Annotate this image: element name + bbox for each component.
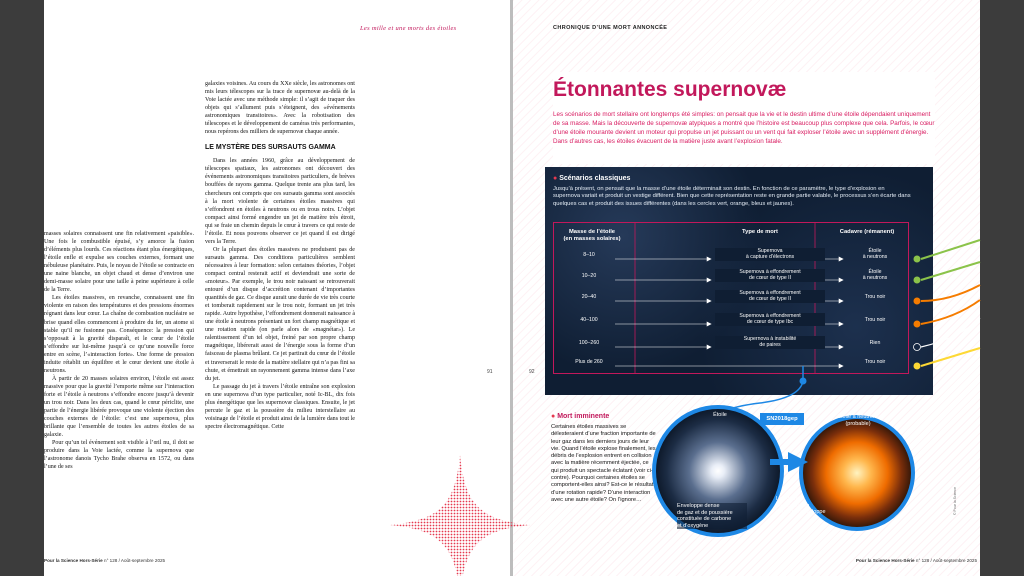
row-remnant: Rien: [869, 340, 881, 346]
intro-text: Les scénarios de mort stellaire ont longtemps été simples: on pensait que la vie et le destin ultime d’une étoile dépendaient uniquement de sa masse. Mais la découverte de supernovæ atypiques a montré que l’histoire est beaucoup plus complexe que cela. Parfois, le cœur d’une étoile mourante devient un moteur qui propulse un jet puissant ou un vent qui fait exploser l’étoile avec un supplément d’énergie. Dans d’autres cas, les étoiles évacuent de la matière juste avant l’explosion fatale.: [553, 111, 935, 145]
page-number-right: 92: [529, 369, 535, 375]
image-credit: © Pour la Science: [953, 486, 957, 515]
header-type: Type de mort: [742, 229, 778, 235]
footer-publication: Pour la Science Hors-Série: [855, 558, 915, 563]
paragraph: masses solaires connaissent une fin relativement «paisible». Une fois le combustible épuisé, s’y amorce la fusion d’éléments plus lourds. Ces réactions étant plus énergétiques, l’étoile enfle et expulse ses couches externes, formant une nébuleuse planétaire. Puis, le noyau de l’étoile se contracte en une naine blanche, un objet chaud et dense d’environ une demi-masse solaire pour une taille à peine supérieure à celle de la Terre.: [44, 231, 194, 294]
imminent-title: Mort imminente: [557, 413, 610, 420]
row-mass: Plus de 260: [575, 359, 603, 365]
paragraph: Pour qu’un tel événement soit visible à l’œil nu, il doit se produire dans la Voie lactée, comme la supernova que l’astronome danois Tycho Brahe observa en 1572, ou dans l’une de ses: [44, 440, 194, 471]
paragraph: Le passage du jet à travers l’étoile entraîne son explosion en une supernova d’un type particulier, noté Ic-BL, dix fois plus énergétique que les supernovæ classiques. Ensuite, le jet percute le gaz et la poussière du milieu interstellaire au voisinage de l’étoile et produit ainsi de la lumière dans tout le spectre électromagnétique. Cette: [205, 383, 355, 430]
imminent-text: Certaines étoiles massives se délesteraient d’une fraction importante de leur gaz dans les derniers jours de leur vie. Quand l’étoile explose finalement, les débris de l’explosion entrent en collision avec la matière récemment éjectée, ce qui produit un spectacle éclatant (voir ci-contre). Pourquoi certaines étoiles se comportent-elles ainsi? Est-ce le résultat d’une rotation rapide? D’une interaction avec une autre étoile? On l’ignore…: [551, 424, 656, 503]
footer-issue: n° 128 / Août-septembre 2025: [104, 558, 166, 563]
row-death-type: Supernova à effondrement de cœur de type Ibc: [715, 313, 825, 326]
star-label: Étoile: [713, 412, 727, 418]
paragraph: À partir de 20 masses solaires environ, l’étoile est assez massive pour que la gravité l’emporte même sur l’interaction forte et l’étoile à neutrons s’effondre encore jusqu’à devenir un trou noir. Dans les deux cas, quand le cœur périclite, une partie de l’énergie libérée provoque une violente éjection des couches externes de l’étoile: c’est une supernova, plus brillante que l’ensemble de toutes les autres étoiles de sa galaxie.: [44, 375, 194, 439]
header-mass-label: Masse de l’étoile (en masses solaires): [563, 229, 621, 242]
page-title: Étonnantes supernovæ: [553, 78, 787, 101]
footer-publication: Pour la Science Hors-Série: [44, 558, 103, 563]
page-number-left: 91: [487, 369, 493, 375]
paragraph: galaxies voisines. Au cours du XXe siècle, les astronomes ont mis leurs télescopes sur la trace de supernovæ au-delà de la Voie lactée avec une méthode simple: il s’agit de traquer des objets qui s’allument puis s’éteignent, des «événements astronomiques transitoires». Avec la robotisation des télescopes et le développement de caméras très performantes, nous repérons des milliers de supernovæ chaque année.: [205, 81, 355, 136]
row-death-type: Supernova à capture d’électrons: [715, 248, 825, 261]
row-remnant: Trou noir: [864, 359, 886, 365]
running-head-left: Les mille et une morts des étoiles: [360, 25, 457, 32]
scenarios-text: Jusqu’à présent, on pensait que la masse d’une étoile déterminait son destin. En fonction de ce paramètre, le type d’explosion en supernova variait et produit un vestige différent. Bien que cette représentation reste en grande partie valable, le processus s’en écarte dans quelques cas et produit des issues différentes (dans les cercles vert, orange, bleus et jaunes).: [553, 186, 911, 207]
row-death-type: Supernova à instabilité de paires: [715, 336, 825, 349]
debris-callout: Les débris de l’explosion heurtent l’enveloppe: [776, 496, 826, 516]
row-death-type: Supernova à effondrement de cœur de type II: [715, 269, 825, 282]
paragraph: Les étoiles massives, en revanche, connaissent une fin violente en raison des températures et des pressions énormes régnant dans leur cœur. La chaîne de combustion nucléaire se brise quand elles commencent à produire du fer, un atome si stable qu’il ne fusionne pas. Conséquence: la pression qui s’opposait à la gravité disparaît, et le cœur de l’étoile s’effondre sur lui-même jusqu’à ce qu’une nouvelle force entre en scène, l’«interaction forte». Une forme de pression induite rétablit un équilibre et le cœur devient une étoile à neutrons.: [44, 295, 194, 374]
bullet-icon: ●: [551, 413, 558, 420]
row-death-type: Supernova à effondrement de cœur de type II: [715, 290, 825, 303]
scenarios-title: Scénarios classiques: [559, 175, 631, 182]
paragraph: Or la plupart des étoiles massives ne produisent pas de sursauts gamma. Des conditions particulières semblent nécessaires à leur formation: selon certaines théories, l’objet compact central resterait actif et deviendrait une sorte de «moteur». Par exemple, le trou noir naissant se retrouverait entouré d’un disque d’accrétion contenant d’importantes quantités de gaz. Ce disque aurait une durée de vie très courte et tomberait rapidement sur le trou noir, formant un jet très rapide. Autre hypothèse, l’effondrement donnerait naissance à une étoile à neutrons présentant un fort champ magnétique et une rotation rapide (on parle alors de «magnétar»). Le ralentissement d’un tel objet, freiné par son propre champ magnétique, libérerait aussi de l’énergie sous la forme d’un faisceau de plasma brûlant. Ce jet partirait du cœur de l’étoile et traverserait le reste de la matière stellaire qui n’a pas fini sa chute, et émettrait un rayonnement gamma intense dans l’axe du jet.: [205, 246, 355, 382]
row-remnant: Trou noir: [864, 294, 886, 300]
row-remnant: Étoile à neutrons: [862, 248, 888, 261]
neutron-star-label: Étoile à neutrons (probable): [837, 414, 879, 427]
running-head-right: CHRONIQUE D’UNE MORT ANNONCÉE: [553, 25, 668, 31]
paragraph: Dans les années 1960, grâce au développement de télescopes spatiaux, les astronomes ont découvert des événements astronomiques transitoires particuliers, de brèves bouffées de rayons gamma. Quelque trente ans plus tard, les chercheurs ont compris que ces sursauts gamma sont associés à la mort violente de certaines étoiles massives qui s’effondrent en étoiles à neutrons ou en trous noirs. L’objet compact ainsi formé engendre un jet de matière très étroit, qui se fraie un chemin depuis le cœur à travers ce qui reste de l’étoile. Et nous pouvons observer ce jet quand il est dirigé vers la Terre.: [205, 158, 355, 245]
row-mass: 8–10: [583, 252, 595, 258]
envelope-callout: Enveloppe dense de gaz et de poussière constituée de carbone et d’oxygène: [677, 503, 747, 529]
row-mass: 10–20: [581, 273, 597, 279]
section-heading: LE MYSTÈRE DES SURSAUTS GAMMA: [205, 144, 336, 152]
row-remnant: Trou noir: [864, 317, 886, 323]
row-remnant: Étoile à neutrons: [862, 269, 888, 282]
footer-issue: n° 128 / Août-septembre 2025: [915, 558, 977, 563]
sn-name-badge: SN2018gep: [760, 413, 804, 425]
bullet-icon: ●: [553, 175, 560, 182]
row-mass: 100–260: [578, 340, 600, 346]
row-mass: 20–40: [581, 294, 597, 300]
row-mass: 40–100: [580, 317, 598, 323]
header-remnant: Cadavre (rémanent): [839, 229, 895, 235]
